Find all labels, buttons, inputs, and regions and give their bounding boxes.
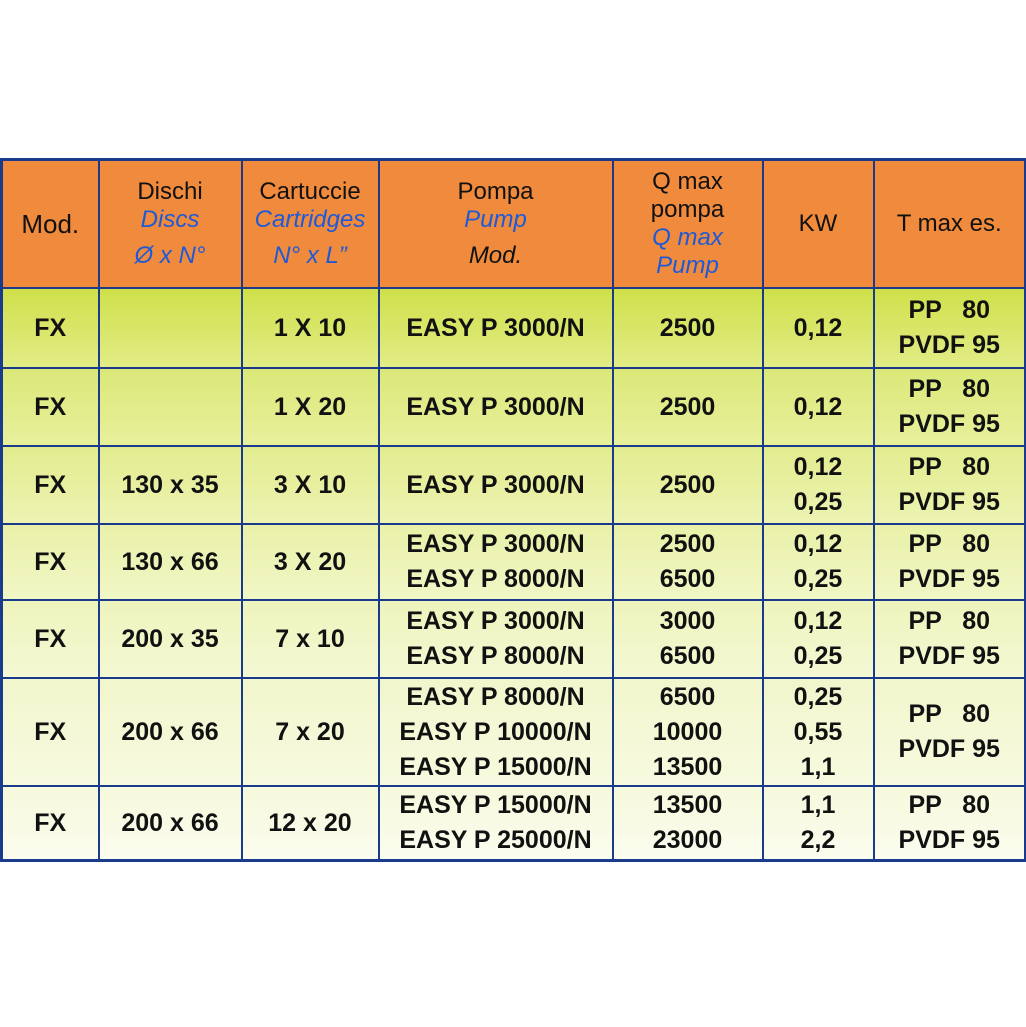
header-cartridges (242, 160, 379, 289)
cell-discs: 130 x 66 (99, 524, 242, 600)
cell-discs (99, 288, 242, 368)
cell-pump-line: EASY P 8000/N (406, 682, 585, 711)
header-qmax-en2: Pump (656, 252, 719, 279)
cell-kw-line: 0,25 (793, 488, 843, 516)
header-qmax (613, 160, 763, 289)
cell-kw (763, 786, 874, 861)
cell-pump-line: EASY P 3000/N (406, 392, 585, 421)
cell-pump-line: EASY P 8000/N (406, 565, 585, 593)
cell-pump (379, 446, 613, 524)
cell-kw (763, 368, 874, 446)
header-mod (2, 160, 99, 289)
cell-qmax (613, 678, 763, 786)
cell-cartridges: 1 X 10 (242, 288, 379, 368)
cell-tmax (874, 600, 1026, 678)
cell-tmax (874, 678, 1026, 786)
cell-tmax-line: PVDF 95 (898, 331, 1000, 359)
cell-qmax-line: 6500 (659, 565, 716, 593)
cell-kw-line: 0,25 (793, 642, 843, 670)
cell-kw-line: 0,12 (793, 530, 843, 558)
header-discs-it: Dischi (137, 178, 203, 205)
cell-qmax-line: 3000 (659, 607, 716, 635)
cell-qmax-line: 23000 (652, 826, 723, 854)
cell-qmax (613, 524, 763, 600)
cell-tmax (874, 524, 1026, 600)
cell-kw (763, 678, 874, 786)
header-kw-label: KW (798, 210, 838, 237)
cell-qmax-line: 2500 (659, 313, 716, 342)
header-pump-en: Pump (464, 206, 527, 233)
cell-pump-line: EASY P 3000/N (406, 607, 585, 635)
cell-pump (379, 288, 613, 368)
cell-tmax-line: PP 80 (908, 375, 991, 403)
cell-mod: FX (2, 368, 99, 446)
cell-cartridges: 1 X 20 (242, 368, 379, 446)
cell-tmax-line: PP 80 (908, 530, 991, 558)
cell-kw-line: 2,2 (800, 826, 836, 854)
header-tmax (874, 160, 1026, 289)
cell-tmax-line: PP 80 (908, 453, 991, 481)
cell-kw-line: 0,12 (793, 453, 843, 481)
header-qmax-en1: Q max (652, 224, 723, 251)
cell-qmax-line: 10000 (652, 717, 723, 746)
cell-qmax (613, 786, 763, 861)
cell-discs: 200 x 66 (99, 786, 242, 861)
cell-kw-line: 0,12 (793, 313, 843, 342)
specs-table (0, 158, 1026, 862)
cell-tmax-line: PP 80 (908, 607, 991, 635)
cell-discs: 200 x 35 (99, 600, 242, 678)
header-tmax-label: T max es. (896, 210, 1002, 237)
cell-tmax (874, 288, 1026, 368)
cell-qmax-line: 2500 (659, 392, 716, 421)
cell-qmax-line: 13500 (652, 752, 723, 781)
cell-mod: FX (2, 524, 99, 600)
cell-pump-line: EASY P 3000/N (406, 470, 585, 499)
cell-discs: 200 x 66 (99, 678, 242, 786)
header-kw (763, 160, 874, 289)
cell-cartridges: 3 X 20 (242, 524, 379, 600)
cell-mod: FX (2, 678, 99, 786)
cell-cartridges: 7 x 10 (242, 600, 379, 678)
header-discs-en: Discs (140, 206, 200, 233)
cell-qmax (613, 600, 763, 678)
cell-pump (379, 600, 613, 678)
header-row (2, 160, 1026, 289)
cell-cartridges: 12 x 20 (242, 786, 379, 861)
cell-kw-line: 0,25 (793, 565, 843, 593)
cell-kw (763, 288, 874, 368)
cell-qmax-line: 13500 (652, 791, 723, 819)
cell-mod: FX (2, 288, 99, 368)
cell-kw-line: 0,25 (793, 682, 843, 711)
cell-tmax-line: PP 80 (908, 700, 991, 728)
table-row (2, 524, 1026, 600)
cell-discs (99, 368, 242, 446)
table-row (2, 678, 1026, 786)
cell-pump-line: EASY P 3000/N (406, 530, 585, 558)
cell-pump (379, 368, 613, 446)
cell-tmax-line: PVDF 95 (898, 826, 1000, 854)
cell-mod: FX (2, 446, 99, 524)
header-pump-it: Pompa (457, 178, 534, 205)
header-pump-sub: Mod. (468, 242, 523, 269)
cell-qmax-line: 6500 (659, 682, 716, 711)
cell-discs: 130 x 35 (99, 446, 242, 524)
header-cartridges-en: Cartridges (254, 206, 366, 233)
table-row (2, 368, 1026, 446)
table-row (2, 600, 1026, 678)
cell-kw-line: 1,1 (800, 791, 836, 819)
cell-qmax-line: 2500 (659, 470, 716, 499)
cell-kw (763, 446, 874, 524)
cell-qmax (613, 368, 763, 446)
cell-pump (379, 786, 613, 861)
cell-tmax-line: PVDF 95 (898, 565, 1000, 593)
cell-kw (763, 524, 874, 600)
cell-pump-line: EASY P 8000/N (406, 642, 585, 670)
cell-pump-line: EASY P 25000/N (399, 826, 592, 854)
cell-kw-line: 0,55 (793, 717, 843, 746)
header-qmax-it2: pompa (650, 196, 725, 223)
header-pump (379, 160, 613, 289)
cell-pump-line: EASY P 15000/N (399, 791, 592, 819)
cell-qmax (613, 446, 763, 524)
header-discs (99, 160, 242, 289)
cell-tmax-line: PP 80 (908, 296, 991, 324)
cell-kw-line: 0,12 (793, 607, 843, 635)
table-row (2, 288, 1026, 368)
cell-mod: FX (2, 600, 99, 678)
cell-tmax-line: PVDF 95 (898, 410, 1000, 438)
cell-pump (379, 524, 613, 600)
cell-qmax-line: 2500 (659, 530, 716, 558)
header-qmax-it1: Q max (652, 168, 723, 195)
cell-kw-line: 1,1 (800, 752, 836, 781)
cell-tmax (874, 786, 1026, 861)
cell-mod: FX (2, 786, 99, 861)
cell-kw-line: 0,12 (793, 392, 843, 421)
table-row (2, 446, 1026, 524)
header-mod-label: Mod. (21, 209, 80, 239)
cell-tmax-line: PVDF 95 (898, 488, 1000, 516)
cell-pump-line: EASY P 3000/N (406, 313, 585, 342)
cell-kw (763, 600, 874, 678)
cell-pump-line: EASY P 10000/N (399, 717, 592, 746)
cell-tmax-line: PVDF 95 (898, 642, 1000, 670)
header-cartridges-unit: N° x L” (273, 242, 347, 269)
cell-qmax-line: 6500 (659, 642, 716, 670)
cell-tmax-line: PVDF 95 (898, 735, 1000, 763)
table-body (2, 288, 1026, 861)
header-discs-unit: Ø x N° (134, 242, 206, 269)
cell-cartridges: 7 x 20 (242, 678, 379, 786)
cell-pump (379, 678, 613, 786)
cell-cartridges: 3 X 10 (242, 446, 379, 524)
header-cartridges-it: Cartuccie (259, 178, 361, 205)
cell-tmax (874, 446, 1026, 524)
cell-pump-line: EASY P 15000/N (399, 752, 592, 781)
cell-qmax (613, 288, 763, 368)
cell-tmax-line: PP 80 (908, 791, 991, 819)
cell-tmax (874, 368, 1026, 446)
table-row (2, 786, 1026, 861)
